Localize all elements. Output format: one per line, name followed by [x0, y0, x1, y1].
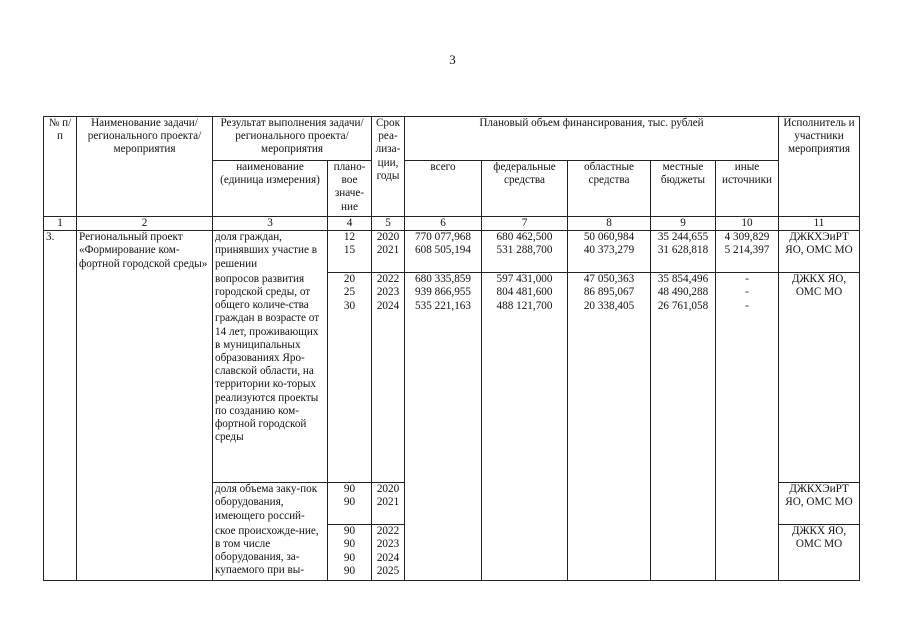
column-number: 2 [77, 217, 213, 231]
federal-amount: 680 462,500 531 288,700 [482, 231, 568, 273]
years: 2022 2023 2024 [372, 273, 405, 483]
sub-header-indicator-name: наименование (единица измерения) [213, 161, 328, 217]
column-number: 3 [213, 217, 328, 231]
header-num: № п/п [44, 117, 77, 217]
sub-header-other: иные источники [716, 161, 779, 217]
funding-table [43, 116, 860, 581]
local-amount: 35 244,655 31 628,818 [651, 231, 716, 273]
total-amount: 680 335,859 939 866,955 535 221,163 [405, 273, 482, 581]
regional-amount: 50 060,984 40 373,279 [568, 231, 651, 273]
indicator-name: вопросов развития городской среды, от общего количе-ства граждан в возрасте от 14 лет, проживающих в муниципальных образованиях Яро-славской области, на территории ко-торых реализуются проекты по созданию ком-фортной городской среды [213, 273, 328, 483]
header-row-1 [44, 117, 860, 161]
executor: ДЖКХ ЯО, ОМС МО [779, 273, 860, 483]
header-funding: Плановый объем финансирования, тыс. рублей [405, 117, 779, 161]
column-number: 9 [651, 217, 716, 231]
column-number: 8 [568, 217, 651, 231]
column-number: 7 [482, 217, 568, 231]
total-amount: 770 077,968 608 505,194 [405, 231, 482, 273]
column-number: 10 [716, 217, 779, 231]
sub-header-regional: областные средства [568, 161, 651, 217]
indicator-name: доля объема заку-пок оборудования, имеющего россий- [213, 483, 328, 525]
row-number: 3. [44, 231, 77, 581]
planned-values: 20 25 30 [328, 273, 372, 483]
executor: ДЖКХЭиРТ ЯО, ОМС МО [779, 483, 860, 525]
executor: ДЖКХЭиРТ ЯО, ОМС МО [779, 231, 860, 273]
header-result: Результат выполнения задачи/регионального проекта/мероприятия [213, 117, 372, 161]
sub-header-total: всего [405, 161, 482, 217]
column-number: 5 [372, 217, 405, 231]
years: 2020 2021 [372, 231, 405, 273]
other-amount: - - - [716, 273, 779, 581]
project-name: Региональный проект «Формирование ком-фортной городской среды» [77, 231, 213, 581]
planned-values: 90 90 90 90 [328, 525, 372, 581]
page-number: 3 [449, 52, 456, 67]
header-name: Наименование задачи/регионального проекта/мероприятия [77, 117, 213, 217]
years: 2022 2023 2024 2025 [372, 525, 405, 581]
column-number: 6 [405, 217, 482, 231]
planned-values: 90 90 [328, 483, 372, 525]
planned-values: 12 15 [328, 231, 372, 273]
sub-header-local: местные бюджеты [651, 161, 716, 217]
sub-header-federal: федеральные средства [482, 161, 568, 217]
column-number: 4 [328, 217, 372, 231]
indicator-name: доля граждан, принявших участие в решении [213, 231, 328, 273]
sub-header-planned-value: плано-вое значе-ние [328, 161, 372, 217]
years: 2020 2021 [372, 483, 405, 525]
header-term: Срок реа-лиза-ции, годы [372, 117, 405, 217]
column-number: 11 [779, 217, 860, 231]
other-amount: 4 309,829 5 214,397 [716, 231, 779, 273]
column-number-row [44, 217, 860, 231]
indicator-name: ское происхожде-ние, в том числе оборудования, за-купаемого при вы- [213, 525, 328, 581]
local-amount: 35 854,496 48 490,288 26 761,058 [651, 273, 716, 581]
federal-amount: 597 431,000 804 481,600 488 121,700 [482, 273, 568, 581]
executor: ДЖКХ ЯО, ОМС МО [779, 525, 860, 581]
column-number: 1 [44, 217, 77, 231]
regional-amount: 47 050,363 86 895,067 20 338,405 [568, 273, 651, 581]
header-executor: Исполнитель и участники мероприятия [779, 117, 860, 217]
table-row [44, 231, 860, 273]
